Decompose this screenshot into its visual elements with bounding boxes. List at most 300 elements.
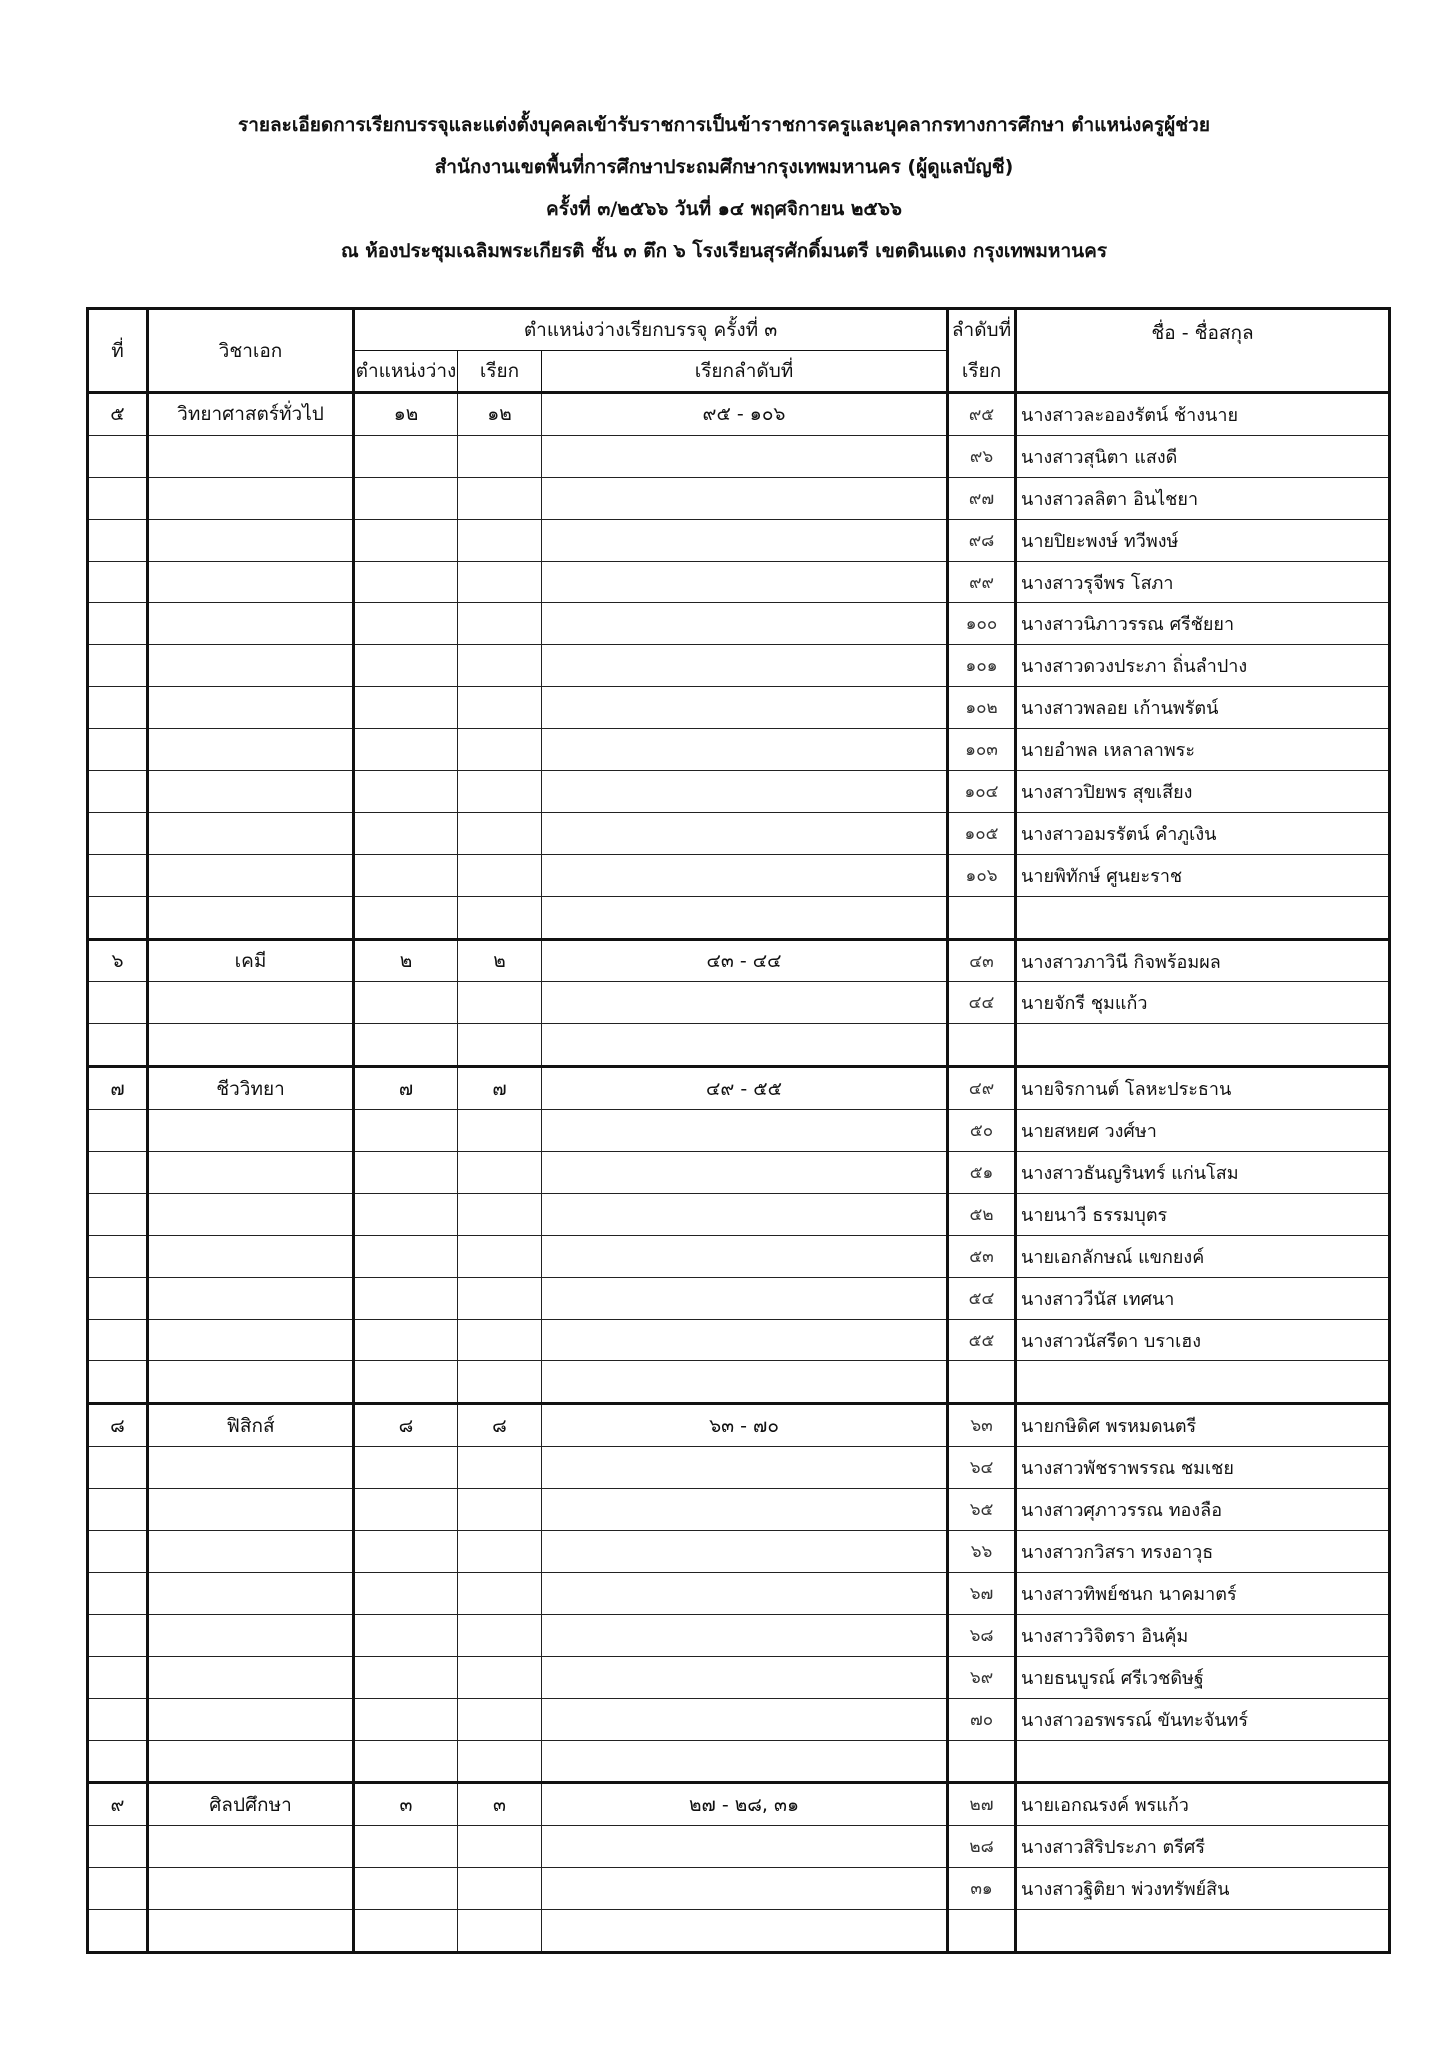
person-name: นายธนบูรณ์ ศรีเวชดิษฐ์ bbox=[1016, 1656, 1390, 1698]
called-range-empty bbox=[542, 771, 948, 813]
section-no-empty bbox=[88, 561, 148, 603]
vacant-count-empty bbox=[354, 1614, 458, 1656]
vacant-count-empty bbox=[354, 1531, 458, 1573]
called-count: ๑๒ bbox=[458, 393, 542, 436]
col-header-order-bottom: เรียก bbox=[948, 351, 1016, 393]
major-name-empty bbox=[148, 1531, 354, 1573]
vacant-count-empty bbox=[354, 1361, 458, 1404]
appointment-table bbox=[86, 307, 1391, 1954]
person-name: นายสหยศ วงศ์ษา bbox=[1016, 1110, 1390, 1152]
major-name-empty bbox=[148, 812, 354, 854]
person-name: นางสาวพัชราพรรณ ชมเชย bbox=[1016, 1447, 1390, 1489]
vacant-count-empty bbox=[354, 1193, 458, 1235]
called-count-empty bbox=[458, 1614, 542, 1656]
major-name-empty bbox=[148, 1319, 354, 1361]
spacer-row bbox=[88, 1910, 1390, 1953]
person-name: นางสาววีนัส เทศนา bbox=[1016, 1277, 1390, 1319]
vacant-count-empty bbox=[354, 561, 458, 603]
section-no-empty bbox=[88, 1531, 148, 1573]
vacant-count-empty bbox=[354, 729, 458, 771]
table-row bbox=[88, 1277, 1390, 1319]
called-range: ๒๗ - ๒๘, ๓๑ bbox=[542, 1783, 948, 1826]
call-order: ๑๐๖ bbox=[948, 854, 1016, 896]
called-range-empty bbox=[542, 1489, 948, 1531]
col-header-vacant: ตำแหน่งว่าง bbox=[354, 351, 458, 393]
called-count-empty bbox=[458, 1277, 542, 1319]
person-name: นางสาวกวิสรา ทรงอาวุธ bbox=[1016, 1531, 1390, 1573]
called-range: ๖๓ - ๗๐ bbox=[542, 1404, 948, 1447]
called-range: ๔๓ - ๔๔ bbox=[542, 939, 948, 982]
section-no-empty bbox=[88, 1826, 148, 1868]
called-range-empty bbox=[542, 1193, 948, 1235]
table-row bbox=[88, 1489, 1390, 1531]
major-name-empty bbox=[148, 896, 354, 939]
section-row bbox=[88, 1404, 1390, 1447]
section-no-empty bbox=[88, 687, 148, 729]
section-no-empty bbox=[88, 1447, 148, 1489]
major-name-empty bbox=[148, 1152, 354, 1194]
table-row bbox=[88, 561, 1390, 603]
vacant-count-empty bbox=[354, 1110, 458, 1152]
section-no-empty bbox=[88, 435, 148, 477]
vacant-count-empty bbox=[354, 1868, 458, 1910]
section-no: ๕ bbox=[88, 393, 148, 436]
called-count-empty bbox=[458, 1319, 542, 1361]
called-range-empty bbox=[542, 1868, 948, 1910]
call-order: ๖๘ bbox=[948, 1614, 1016, 1656]
called-range-empty bbox=[542, 519, 948, 561]
table-row bbox=[88, 812, 1390, 854]
major-name: ฟิสิกส์ bbox=[148, 1404, 354, 1447]
call-order-empty bbox=[948, 1740, 1016, 1783]
major-name-empty bbox=[148, 771, 354, 813]
called-count-empty bbox=[458, 519, 542, 561]
person-name: นางสาวรุจีพร โสภา bbox=[1016, 561, 1390, 603]
major-name-empty bbox=[148, 982, 354, 1024]
major-name-empty bbox=[148, 477, 354, 519]
called-range-empty bbox=[542, 603, 948, 645]
call-order: ๖๓ bbox=[948, 1404, 1016, 1447]
called-count-empty bbox=[458, 1110, 542, 1152]
table-row bbox=[88, 1572, 1390, 1614]
table-row bbox=[88, 687, 1390, 729]
section-no-empty bbox=[88, 1868, 148, 1910]
table-body bbox=[88, 393, 1390, 1953]
major-name: ศิลปศึกษา bbox=[148, 1783, 354, 1826]
section-no-empty bbox=[88, 1361, 148, 1404]
call-order: ๕๕ bbox=[948, 1319, 1016, 1361]
col-header-order-top: ลำดับที่ bbox=[948, 309, 1016, 351]
call-order: ๖๙ bbox=[948, 1656, 1016, 1698]
major-name-empty bbox=[148, 1572, 354, 1614]
table-row bbox=[88, 854, 1390, 896]
vacant-count-empty bbox=[354, 1910, 458, 1953]
call-order: ๑๐๕ bbox=[948, 812, 1016, 854]
major-name-empty bbox=[148, 1361, 354, 1404]
vacant-count: ๗ bbox=[354, 1067, 458, 1110]
office-name: สำนักงานเขตพื้นที่การศึกษาประถมศึกษากรุงเทพมหานคร (ผู้ดูแลบัญชี) bbox=[434, 156, 1014, 178]
call-order: ๙๖ bbox=[948, 435, 1016, 477]
call-order: ๔๙ bbox=[948, 1067, 1016, 1110]
section-no-empty bbox=[88, 896, 148, 939]
vacant-count-empty bbox=[354, 1277, 458, 1319]
person-name: นางสาวปิยพร สุขเสียง bbox=[1016, 771, 1390, 813]
called-range-empty bbox=[542, 1447, 948, 1489]
person-name: นางสาวลลิตา อินไชยา bbox=[1016, 477, 1390, 519]
person-name: นางสาวฐิติยา พ่วงทรัพย์สิน bbox=[1016, 1868, 1390, 1910]
person-name: นางสาวพลอย เก้านพรัตน์ bbox=[1016, 687, 1390, 729]
section-no-empty bbox=[88, 1152, 148, 1194]
section-row bbox=[88, 1067, 1390, 1110]
document-title: รายละเอียดการเรียกบรรจุและแต่งตั้งบุคคลเข้ารับราชการเป็นข้าราชการครูและบุคลากรทางการศึกษา ตำแหน่งครูผู้ช่วย bbox=[238, 114, 1210, 136]
call-order: ๕๓ bbox=[948, 1235, 1016, 1277]
call-order: ๙๘ bbox=[948, 519, 1016, 561]
major-name-empty bbox=[148, 1910, 354, 1953]
major-name: ชีววิทยา bbox=[148, 1067, 354, 1110]
major-name-empty bbox=[148, 1489, 354, 1531]
called-range-empty bbox=[542, 982, 948, 1024]
person-name: นายนาวี ธรรมบุตร bbox=[1016, 1193, 1390, 1235]
col-header-name: ชื่อ - ชื่อสกุล bbox=[1016, 309, 1390, 393]
call-order: ๒๗ bbox=[948, 1783, 1016, 1826]
called-count: ๗ bbox=[458, 1067, 542, 1110]
col-header-range: เรียกลำดับที่ bbox=[542, 351, 948, 393]
table-row bbox=[88, 1531, 1390, 1573]
major-name-empty bbox=[148, 1614, 354, 1656]
call-order: ๗๐ bbox=[948, 1698, 1016, 1740]
called-count-empty bbox=[458, 1826, 542, 1868]
called-range-empty bbox=[542, 1319, 948, 1361]
vacant-count-empty bbox=[354, 645, 458, 687]
person-name: นายกษิดิศ พรหมดนตรี bbox=[1016, 1404, 1390, 1447]
section-row bbox=[88, 1783, 1390, 1826]
called-range-empty bbox=[542, 1826, 948, 1868]
vacant-count-empty bbox=[354, 1740, 458, 1783]
called-count-empty bbox=[458, 477, 542, 519]
person-name: นายจิรกานต์ โลหะประธาน bbox=[1016, 1067, 1390, 1110]
col-header-major: วิชาเอก bbox=[148, 309, 354, 393]
section-no-empty bbox=[88, 812, 148, 854]
called-range-empty bbox=[542, 854, 948, 896]
table-row bbox=[88, 519, 1390, 561]
vacant-count: ๓ bbox=[354, 1783, 458, 1826]
call-order: ๑๐๒ bbox=[948, 687, 1016, 729]
vacant-count-empty bbox=[354, 435, 458, 477]
table-row bbox=[88, 1152, 1390, 1194]
called-count-empty bbox=[458, 1656, 542, 1698]
vacant-count-empty bbox=[354, 603, 458, 645]
table-row bbox=[88, 1235, 1390, 1277]
called-range-empty bbox=[542, 477, 948, 519]
major-name-empty bbox=[148, 561, 354, 603]
person-name: นางสาวอรพรรณ์ ขันทะจันทร์ bbox=[1016, 1698, 1390, 1740]
table-row bbox=[88, 1614, 1390, 1656]
section-no-empty bbox=[88, 1489, 148, 1531]
major-name-empty bbox=[148, 645, 354, 687]
vacant-count-empty bbox=[354, 1447, 458, 1489]
called-count-empty bbox=[458, 854, 542, 896]
person-name: นางสาวภาวินี กิจพร้อมผล bbox=[1016, 939, 1390, 982]
major-name-empty bbox=[148, 854, 354, 896]
section-no-empty bbox=[88, 519, 148, 561]
person-name: นางสาวละอองรัตน์ ช้างนาย bbox=[1016, 393, 1390, 436]
col-header-called: เรียก bbox=[458, 351, 542, 393]
person-name: นายอำพล เหลาลาพระ bbox=[1016, 729, 1390, 771]
called-count-empty bbox=[458, 1868, 542, 1910]
section-no-empty bbox=[88, 1193, 148, 1235]
major-name-empty bbox=[148, 603, 354, 645]
called-count: ๒ bbox=[458, 939, 542, 982]
call-order-empty bbox=[948, 1024, 1016, 1067]
call-order-empty bbox=[948, 1361, 1016, 1404]
spacer-row bbox=[88, 1024, 1390, 1067]
vacant-count-empty bbox=[354, 1826, 458, 1868]
called-count-empty bbox=[458, 1152, 542, 1194]
call-order: ๙๕ bbox=[948, 393, 1016, 436]
person-name: นายเอกณรงค์ พรแก้ว bbox=[1016, 1783, 1390, 1826]
called-range-empty bbox=[542, 1110, 948, 1152]
called-range-empty bbox=[542, 435, 948, 477]
section-no-empty bbox=[88, 645, 148, 687]
section-no-empty bbox=[88, 1572, 148, 1614]
person-name: นางสาวทิพย์ชนก นาคมาตร์ bbox=[1016, 1572, 1390, 1614]
col-header-group: ตำแหน่งว่างเรียกบรรจุ ครั้งที่ ๓ bbox=[354, 309, 948, 351]
called-count-empty bbox=[458, 645, 542, 687]
called-count-empty bbox=[458, 561, 542, 603]
person-name: นายปิยะพงษ์ ทวีพงษ์ bbox=[1016, 519, 1390, 561]
table-row bbox=[88, 1110, 1390, 1152]
called-range-empty bbox=[542, 1235, 948, 1277]
major-name-empty bbox=[148, 1698, 354, 1740]
section-no-empty bbox=[88, 603, 148, 645]
call-order: ๖๔ bbox=[948, 1447, 1016, 1489]
called-range-empty bbox=[542, 896, 948, 939]
called-count-empty bbox=[458, 1024, 542, 1067]
section-no-empty bbox=[88, 982, 148, 1024]
section-no-empty bbox=[88, 1910, 148, 1953]
called-count-empty bbox=[458, 1489, 542, 1531]
major-name-empty bbox=[148, 519, 354, 561]
venue: ณ ห้องประชุมเฉลิมพระเกียรติ ชั้น ๓ ตึก ๖ โรงเรียนสุรศักดิ์มนตรี เขตดินแดง กรุงเทพมหานคร bbox=[340, 240, 1108, 262]
section-row bbox=[88, 939, 1390, 982]
section-no-empty bbox=[88, 1698, 148, 1740]
section-no-empty bbox=[88, 1277, 148, 1319]
major-name-empty bbox=[148, 1656, 354, 1698]
person-name: นางสาวนัสรีดา บราเฮง bbox=[1016, 1319, 1390, 1361]
section-no: ๘ bbox=[88, 1404, 148, 1447]
vacant-count-empty bbox=[354, 1024, 458, 1067]
called-range-empty bbox=[542, 1531, 948, 1573]
spacer-row bbox=[88, 1740, 1390, 1783]
vacant-count-empty bbox=[354, 854, 458, 896]
person-name: นางสาวนิภาวรรณ ศรีชัยยา bbox=[1016, 603, 1390, 645]
person-name-empty bbox=[1016, 896, 1390, 939]
call-order: ๕๐ bbox=[948, 1110, 1016, 1152]
person-name: นางสาวอมรรัตน์ คำภูเงิน bbox=[1016, 812, 1390, 854]
vacant-count-empty bbox=[354, 896, 458, 939]
called-count-empty bbox=[458, 1910, 542, 1953]
call-order: ๖๗ bbox=[948, 1572, 1016, 1614]
table-row bbox=[88, 435, 1390, 477]
called-count-empty bbox=[458, 896, 542, 939]
person-name: นางสาวสิริประภา ตรีศรี bbox=[1016, 1826, 1390, 1868]
section-no-empty bbox=[88, 1614, 148, 1656]
col-header-no: ที่ bbox=[88, 309, 148, 393]
session-date: ครั้งที่ ๓/๒๕๖๖ วันที่ ๑๔ พฤศจิกายน ๒๕๖๖ bbox=[546, 198, 902, 220]
vacant-count-empty bbox=[354, 1235, 458, 1277]
vacant-count: ๘ bbox=[354, 1404, 458, 1447]
person-name: นายจักรี ชุมแก้ว bbox=[1016, 982, 1390, 1024]
vacant-count-empty bbox=[354, 1698, 458, 1740]
major-name-empty bbox=[148, 687, 354, 729]
called-range-empty bbox=[542, 1614, 948, 1656]
vacant-count-empty bbox=[354, 477, 458, 519]
vacant-count-empty bbox=[354, 687, 458, 729]
called-count-empty bbox=[458, 1235, 542, 1277]
table-row bbox=[88, 1698, 1390, 1740]
vacant-count-empty bbox=[354, 812, 458, 854]
major-name: วิทยาศาสตร์ทั่วไป bbox=[148, 393, 354, 436]
table-row bbox=[88, 477, 1390, 519]
person-name: นางสาวธันญรินทร์ แก่นโสม bbox=[1016, 1152, 1390, 1194]
vacant-count-empty bbox=[354, 519, 458, 561]
major-name-empty bbox=[148, 1235, 354, 1277]
major-name-empty bbox=[148, 1024, 354, 1067]
called-count-empty bbox=[458, 435, 542, 477]
called-range-empty bbox=[542, 687, 948, 729]
vacant-count-empty bbox=[354, 771, 458, 813]
table-row bbox=[88, 645, 1390, 687]
called-count-empty bbox=[458, 1193, 542, 1235]
called-count-empty bbox=[458, 771, 542, 813]
called-count-empty bbox=[458, 1447, 542, 1489]
person-name: นายพิทักษ์ ศูนยะราช bbox=[1016, 854, 1390, 896]
major-name-empty bbox=[148, 1110, 354, 1152]
vacant-count-empty bbox=[354, 1656, 458, 1698]
called-range-empty bbox=[542, 1024, 948, 1067]
called-range-empty bbox=[542, 812, 948, 854]
section-row bbox=[88, 393, 1390, 436]
called-range-empty bbox=[542, 1572, 948, 1614]
call-order: ๓๑ bbox=[948, 1868, 1016, 1910]
section-no-empty bbox=[88, 1740, 148, 1783]
spacer-row bbox=[88, 1361, 1390, 1404]
called-count: ๓ bbox=[458, 1783, 542, 1826]
table-row bbox=[88, 603, 1390, 645]
called-range-empty bbox=[542, 645, 948, 687]
section-no: ๙ bbox=[88, 1783, 148, 1826]
section-no-empty bbox=[88, 1110, 148, 1152]
person-name: นางสาวสุนิตา แสงดี bbox=[1016, 435, 1390, 477]
vacant-count-empty bbox=[354, 1319, 458, 1361]
call-order: ๕๒ bbox=[948, 1193, 1016, 1235]
major-name-empty bbox=[148, 1868, 354, 1910]
called-range-empty bbox=[542, 1910, 948, 1953]
called-range-empty bbox=[542, 1698, 948, 1740]
call-order: ๑๐๐ bbox=[948, 603, 1016, 645]
called-range-empty bbox=[542, 1152, 948, 1194]
called-range: ๔๙ - ๕๕ bbox=[542, 1067, 948, 1110]
called-count-empty bbox=[458, 1531, 542, 1573]
call-order: ๖๕ bbox=[948, 1489, 1016, 1531]
person-name-empty bbox=[1016, 1024, 1390, 1067]
call-order: ๙๙ bbox=[948, 561, 1016, 603]
call-order: ๑๐๔ bbox=[948, 771, 1016, 813]
table-row bbox=[88, 1656, 1390, 1698]
called-count-empty bbox=[458, 1698, 542, 1740]
major-name-empty bbox=[148, 1277, 354, 1319]
called-range-empty bbox=[542, 729, 948, 771]
vacant-count: ๑๒ bbox=[354, 393, 458, 436]
called-count-empty bbox=[458, 812, 542, 854]
section-no: ๖ bbox=[88, 939, 148, 982]
table-row bbox=[88, 729, 1390, 771]
called-count-empty bbox=[458, 1572, 542, 1614]
called-count-empty bbox=[458, 687, 542, 729]
called-count-empty bbox=[458, 729, 542, 771]
major-name: เคมี bbox=[148, 939, 354, 982]
call-order: ๔๔ bbox=[948, 982, 1016, 1024]
called-range-empty bbox=[542, 1740, 948, 1783]
section-no-empty bbox=[88, 854, 148, 896]
vacant-count-empty bbox=[354, 1489, 458, 1531]
call-order: ๕๔ bbox=[948, 1277, 1016, 1319]
section-no-empty bbox=[88, 1024, 148, 1067]
major-name-empty bbox=[148, 435, 354, 477]
person-name: นายเอกลักษณ์ แขกยงค์ bbox=[1016, 1235, 1390, 1277]
vacant-count-empty bbox=[354, 1572, 458, 1614]
section-no-empty bbox=[88, 729, 148, 771]
called-count: ๘ bbox=[458, 1404, 542, 1447]
called-range-empty bbox=[542, 1277, 948, 1319]
table-row bbox=[88, 1193, 1390, 1235]
call-order: ๕๑ bbox=[948, 1152, 1016, 1194]
call-order: ๙๗ bbox=[948, 477, 1016, 519]
major-name-empty bbox=[148, 729, 354, 771]
person-name-empty bbox=[1016, 1361, 1390, 1404]
person-name: นางสาววิจิตรา อินคุ้ม bbox=[1016, 1614, 1390, 1656]
table-row bbox=[88, 1826, 1390, 1868]
spacer-row bbox=[88, 896, 1390, 939]
called-range-empty bbox=[542, 561, 948, 603]
table-row bbox=[88, 1319, 1390, 1361]
person-name: นางสาวดวงประภา ถิ่นลำปาง bbox=[1016, 645, 1390, 687]
call-order-empty bbox=[948, 1910, 1016, 1953]
section-no: ๗ bbox=[88, 1067, 148, 1110]
vacant-count-empty bbox=[354, 982, 458, 1024]
called-count-empty bbox=[458, 1740, 542, 1783]
call-order: ๑๐๓ bbox=[948, 729, 1016, 771]
called-count-empty bbox=[458, 603, 542, 645]
person-name-empty bbox=[1016, 1740, 1390, 1783]
called-range-empty bbox=[542, 1656, 948, 1698]
call-order: ๑๐๑ bbox=[948, 645, 1016, 687]
called-count-empty bbox=[458, 982, 542, 1024]
section-no-empty bbox=[88, 1656, 148, 1698]
table-row bbox=[88, 1868, 1390, 1910]
section-no-empty bbox=[88, 477, 148, 519]
table-row bbox=[88, 771, 1390, 813]
major-name-empty bbox=[148, 1826, 354, 1868]
section-no-empty bbox=[88, 1319, 148, 1361]
table-row bbox=[88, 1447, 1390, 1489]
section-no-empty bbox=[88, 771, 148, 813]
vacant-count: ๒ bbox=[354, 939, 458, 982]
major-name-empty bbox=[148, 1740, 354, 1783]
person-name: นางสาวศุภาวรรณ ทองลือ bbox=[1016, 1489, 1390, 1531]
call-order-empty bbox=[948, 896, 1016, 939]
call-order: ๔๓ bbox=[948, 939, 1016, 982]
